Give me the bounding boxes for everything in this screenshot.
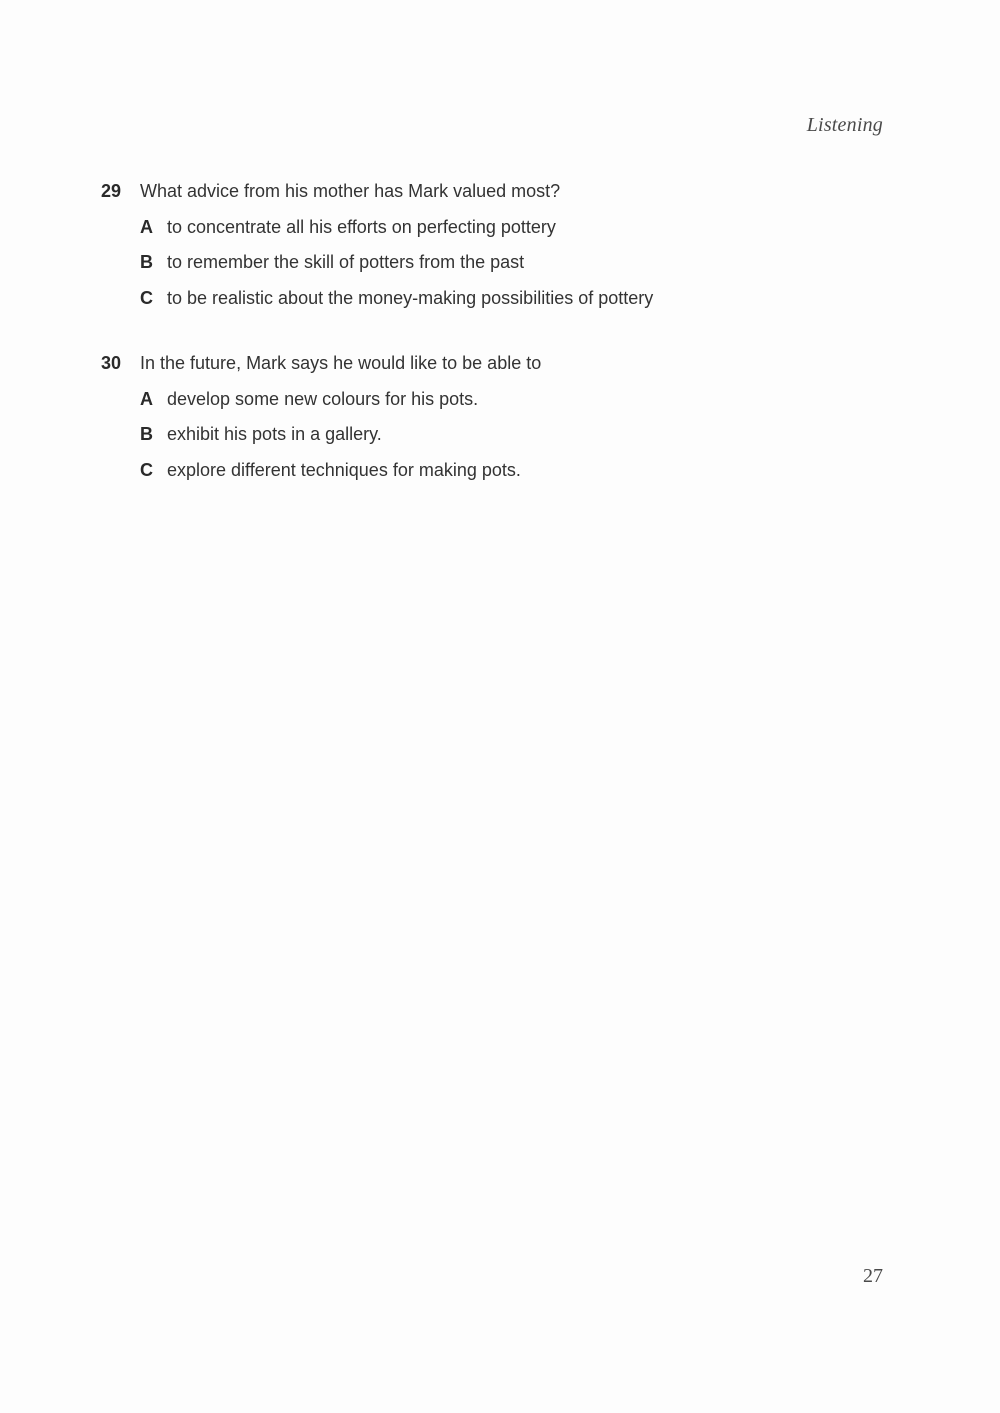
option-letter: B: [140, 424, 153, 444]
option-text: exhibit his pots in a gallery.: [167, 424, 382, 444]
option-letter: C: [140, 459, 153, 480]
option-b: [140, 421, 901, 447]
question-29: [101, 178, 901, 311]
question-number: 29: [101, 181, 122, 201]
option-b: [140, 249, 901, 275]
question-line: [101, 178, 901, 204]
question-number: 30: [101, 353, 122, 373]
question-text: What advice from his mother has Mark valued most?: [140, 181, 561, 201]
section-header: Listening: [806, 114, 883, 136]
option-text: explore different techniques for making pots.: [167, 459, 521, 480]
option-letter: A: [140, 216, 153, 237]
option-a: [140, 214, 901, 240]
question-line: [101, 350, 901, 376]
option-letter: C: [140, 287, 153, 308]
option-letter: A: [140, 388, 153, 409]
option-a: [140, 386, 901, 412]
option-text: to concentrate all his efforts on perfecting pottery: [167, 216, 556, 237]
question-30: [101, 350, 901, 483]
page-number: 27: [863, 1265, 883, 1287]
question-text: In the future, Mark says he would like to be able to: [140, 353, 542, 373]
option-c: [140, 285, 901, 311]
option-text: develop some new colours for his pots.: [167, 388, 479, 409]
option-c: [140, 457, 901, 483]
option-text: to remember the skill of potters from the past: [167, 252, 525, 272]
option-text: to be realistic about the money-making possibilities of pottery: [167, 287, 654, 308]
option-letter: B: [140, 252, 153, 272]
